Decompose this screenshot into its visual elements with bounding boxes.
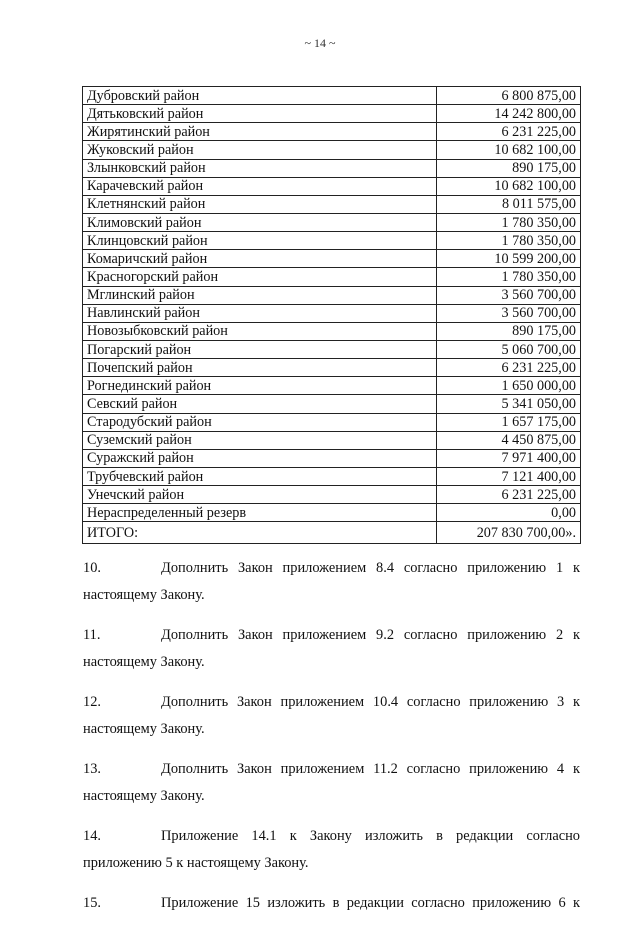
table-row [83,431,581,449]
table-row [83,504,581,522]
district-name: Трубчевский район [83,467,437,485]
district-name: Севский район [83,395,437,413]
district-name: Новозыбковский район [83,322,437,340]
paragraph-text: Приложение 15 изложить в редакции согласно приложению 6 к [161,895,580,911]
amendment-paragraphs [83,555,580,930]
paragraph-number: 14. [83,828,101,844]
district-name: Рогнединский район [83,377,437,395]
table-row [83,123,581,141]
district-amount: 7 121 400,00 [437,467,581,485]
page-number: ~ 14 ~ [304,36,336,50]
district-amount: 890 175,00 [437,159,581,177]
paragraph-number: 11. [83,627,101,643]
amendment-paragraph [83,756,580,810]
paragraph-text: Дополнить Закон приложением 11.2 согласно приложению 4 к [161,761,580,777]
district-name: Клетнянский район [83,195,437,213]
district-name: Жирятинский район [83,123,437,141]
district-amount: 5 060 700,00 [437,340,581,358]
district-amount: 10 599 200,00 [437,250,581,268]
district-name: Жуковский район [83,141,437,159]
district-name: Навлинский район [83,304,437,322]
table-row [83,286,581,304]
paragraph-line [83,890,580,917]
table-row [83,467,581,485]
district-name: Дятьковский район [83,105,437,123]
paragraph-number: 10. [83,560,101,576]
table-row [83,195,581,213]
table-row [83,340,581,358]
table-row [83,449,581,467]
paragraph-text: Дополнить Закон приложением 10.4 согласно приложению 3 к [161,694,580,710]
amendment-paragraph [83,823,580,877]
paragraph-text: Приложение 14.1 к Закону изложить в редакции согласно [161,828,580,844]
district-amount: 8 011 575,00 [437,195,581,213]
table-row [83,359,581,377]
district-amount: 5 341 050,00 [437,395,581,413]
district-amount: 1 780 350,00 [437,268,581,286]
district-name: Карачевский район [83,177,437,195]
total-label: ИТОГО: [83,522,437,544]
district-amount: 7 971 400,00 [437,449,581,467]
district-amount: 3 560 700,00 [437,304,581,322]
paragraph-continuation: приложению 5 к настоящему Закону. [83,855,309,871]
table-row [83,413,581,431]
district-name: Нераспределенный резерв [83,504,437,522]
table-row [83,141,581,159]
district-amount: 10 682 100,00 [437,177,581,195]
district-name: Комаричский район [83,250,437,268]
district-name: Унечский район [83,486,437,504]
district-amount: 3 560 700,00 [437,286,581,304]
paragraph-text: Дополнить Закон приложением 8.4 согласно приложению 1 к [161,560,580,576]
table-row [83,486,581,504]
total-amount: 207 830 700,00». [437,522,581,544]
table-row [83,213,581,231]
amendment-paragraph [83,555,580,609]
paragraph-line [83,622,580,649]
table-row [83,304,581,322]
district-amount: 14 242 800,00 [437,105,581,123]
district-amount: 10 682 100,00 [437,141,581,159]
paragraph-number: 15. [83,895,101,911]
district-amount: 6 800 875,00 [437,87,581,105]
district-name: Погарский район [83,340,437,358]
table-row [83,177,581,195]
district-amount: 6 231 225,00 [437,486,581,504]
district-amount: 1 780 350,00 [437,213,581,231]
paragraph-line [83,555,580,582]
district-name: Суражский район [83,449,437,467]
paragraph-line [83,756,580,783]
paragraph-continuation: настоящему Закону. [83,788,205,804]
table-row [83,395,581,413]
district-amount: 1 780 350,00 [437,232,581,250]
district-amount: 1 657 175,00 [437,413,581,431]
district-name: Злынковский район [83,159,437,177]
district-name: Клинцовский район [83,232,437,250]
amendment-paragraph [83,622,580,676]
table-row [83,322,581,340]
table-row [83,232,581,250]
district-amount: 890 175,00 [437,322,581,340]
total-row [83,522,581,544]
allocation-table [82,86,581,544]
paragraph-number: 13. [83,761,101,777]
district-name: Климовский район [83,213,437,231]
paragraph-continuation: настоящему Закону. [83,721,205,737]
amendment-paragraph [83,689,580,743]
paragraph-continuation: настоящему Закону. [83,654,205,670]
district-amount: 6 231 225,00 [437,123,581,141]
district-name: Суземский район [83,431,437,449]
district-amount: 1 650 000,00 [437,377,581,395]
district-name: Стародубский район [83,413,437,431]
district-name: Почепский район [83,359,437,377]
district-name: Мглинский район [83,286,437,304]
table-row [83,159,581,177]
table-row [83,87,581,105]
paragraph-line [83,689,580,716]
table-row [83,268,581,286]
district-amount: 6 231 225,00 [437,359,581,377]
district-name: Красногорский район [83,268,437,286]
paragraph-line [83,823,580,850]
paragraph-text: Дополнить Закон приложением 9.2 согласно приложению 2 к [161,627,580,643]
district-amount: 4 450 875,00 [437,431,581,449]
district-amount: 0,00 [437,504,581,522]
district-name: Дубровский район [83,87,437,105]
table-row [83,105,581,123]
paragraph-number: 12. [83,694,101,710]
amendment-paragraph [83,890,580,917]
table-row [83,377,581,395]
paragraph-continuation: настоящему Закону. [83,587,205,603]
table-row [83,250,581,268]
